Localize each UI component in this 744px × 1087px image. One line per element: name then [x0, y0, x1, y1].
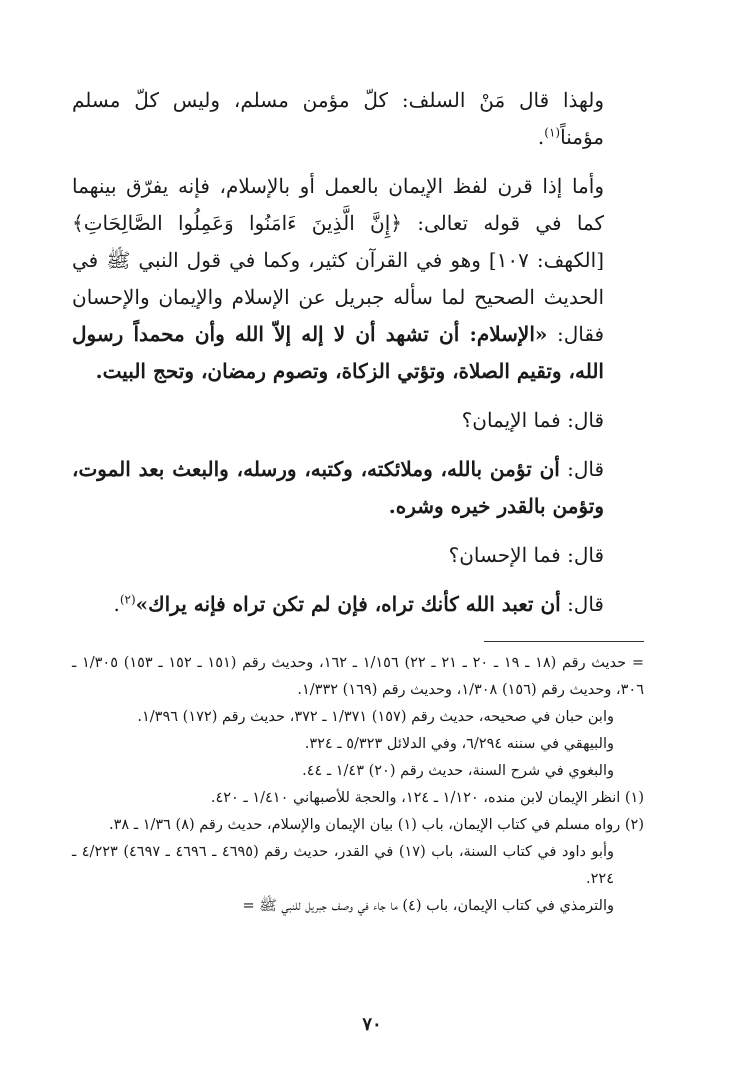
question-2: [72, 537, 644, 574]
question-2-text: قال: فما الإحسان؟: [448, 543, 604, 567]
footnote-ref-1: (١): [544, 125, 561, 140]
question-1-text: قال: فما الإيمان؟: [461, 408, 604, 432]
hadith-ihsan: أن تعبد الله كأنك تراه، فإن لم تكن تراه فإنه يراك»: [135, 592, 561, 616]
answer-2: [72, 586, 644, 623]
hadith-iman: أن تؤمن بالله، وملائكته، وكتبه، ورسله، والبعث بعد الموت، وتؤمن بالقدر خيره وشره.: [72, 457, 604, 518]
answer-2-lead: قال:: [567, 592, 604, 616]
footnote-2-abu-dawud: وأبو داود في كتاب السنة، باب (١٧) في القدر، حديث رقم (٤٦٩٥ ـ ٤٦٩٦ ـ ٤٦٩٧) ٤/٢٢٣ ـ ٢٢٤.: [72, 844, 615, 887]
footnote-2: (٢) رواه مسلم في كتاب الإيمان، باب (١) بيان الإيمان والإسلام، حديث رقم (٨) ١/٣٦ ـ ٣٨.: [109, 817, 644, 833]
footnotes: [72, 650, 644, 920]
paragraph-1: [72, 82, 644, 156]
paragraph-2-text: وأما إذا قرن لفظ الإيمان بالعمل أو بالإسلام، فإنه يفرّق بينهما كما في قوله تعالى: ﴿إِنَّ الَّذِينَ ءَامَنُوا وَعَمِلُوا الصَّالِحَاتِ﴾ [الكهف: ١٠٧] وهو في القرآن كثير، وكما في قول النبي ﷺ في الحديث الصحيح لما سأله جبريل عن الإسلام والإيمان والإحسان فقال:: [72, 174, 605, 346]
footnote-1: (١) انظر الإيمان لابن منده، ١/١٢٠ ـ ١٢٤، والحجة للأصبهاني ١/٤١٠ ـ ٤٢٠.: [210, 790, 644, 806]
footnote-separator: [484, 641, 644, 642]
footnote-continued-4: والبغوي في شرح السنة، حديث رقم (٢٠) ١/٤٣ ـ ٤٤.: [302, 763, 614, 779]
answer-1: [72, 451, 644, 525]
footnote-continued-3: والبيهقي في سننه ٦/٢٩٤، وفي الدلائل ٥/٣٢٣ ـ ٣٢٤.: [304, 736, 614, 752]
paragraph-1-text: ولهذا قال مَنْ السلف: كلّ مؤمن مسلم، وليس كلّ مسلم مؤمناً: [72, 88, 604, 149]
hadith-islam: «الإسلام: أن تشهد أن لا إله إلاّ الله وأن محمداً رسول الله، وتقيم الصلاة، وتؤتي الزكاة، وتصوم رمضان، وتحج البيت.: [72, 322, 604, 383]
page-number: ٧٠: [362, 1014, 382, 1035]
question-1: [72, 402, 644, 439]
page-content: [72, 82, 644, 920]
footnote-2-tirmidhi: والترمذي في كتاب الإيمان، باب (٤) ما جاء في وصف جبريل للنبي ﷺ =: [242, 898, 614, 914]
paragraph-1-end: .: [537, 125, 545, 149]
footnote-continued-2: وابن حبان في صحيحه، حديث رقم (١٥٧) ١/٣٧١ ـ ٣٧٢، حديث رقم (١٧٢) ١/٣٩٦.: [137, 709, 614, 725]
footnote-ref-2: (٢): [119, 592, 136, 607]
answer-1-lead: قال:: [567, 457, 605, 481]
paragraph-2: [72, 168, 644, 390]
main-text: [72, 82, 644, 623]
answer-2-end: .: [113, 592, 120, 616]
footnote-continued-1: = حديث رقم (١٨ ـ ١٩ ـ ٢٠ ـ ٢١ ـ ٢٢) ١/١٥٦ ـ ١٦٢، وحديث رقم (١٥١ ـ ١٥٢ ـ ١٥٣) ١/٣٠٥ ـ ٣٠٦، وحديث رقم (١٥٦) ١/٣٠٨، وحديث رقم (١٦٩) ١/٣٣٢.: [72, 655, 644, 698]
